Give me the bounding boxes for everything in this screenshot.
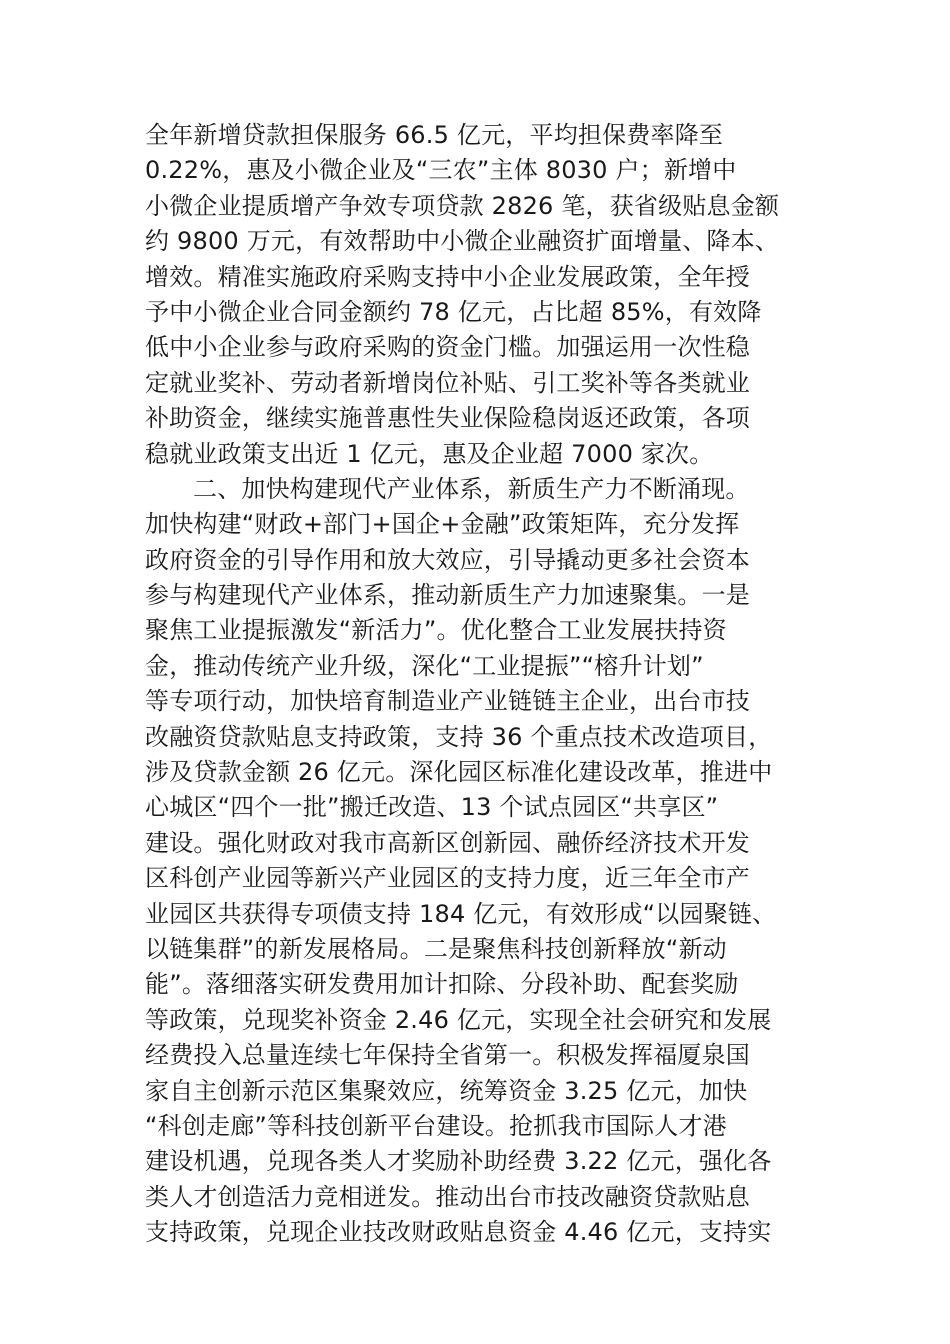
text-line: 加快构建“财政+部门+国企+金融”政策矩阵，充分发挥 (145, 510, 740, 539)
text-line: 建设。强化财政对我市高新区创新园、融侨经济技术开发 (145, 828, 750, 857)
section-heading: 二、加快构建现代产业体系，新质生产力不断涌现。 (193, 474, 750, 503)
text-line: 支持政策，兑现企业技改财政贴息资金 4.46 亿元，支持实 (145, 1218, 772, 1247)
text-line: 区科创产业园等新兴产业园区的支持力度，近三年全市产 (145, 864, 750, 893)
text-line: 全年新增贷款担保服务 66.5 亿元，平均担保费率降至 (145, 121, 724, 149)
text-line: 低中小企业参与政府采购的资金门槛。加强运用一次性稳 (145, 333, 750, 362)
text-line: 约 9800 万元，有效帮助中小微企业融资扩面增量、降本、 (145, 227, 780, 256)
body-text (145, 118, 845, 1251)
text-line: 建设机遇，兑现各类人才奖励补助经费 3.22 亿元，强化各 (145, 1147, 772, 1176)
text-line: 类人才创造活力竞相迸发。推动出台市技改融资贷款贴息 (145, 1182, 750, 1211)
text-line: 增效。精准实施政府采购支持中小企业发展政策，全年授 (145, 262, 750, 291)
text-line: 0.22%，惠及小微企业及“三农”主体 8030 户；新增中 (145, 156, 737, 185)
text-line: 聚焦工业提振激发“新活力”。优化整合工业发展扶持资 (145, 616, 727, 645)
text-line: 补助资金，继续实施普惠性失业保险稳岗返还政策，各项 (145, 404, 750, 433)
text-line: 心城区“四个一批”搬迁改造、13 个试点园区“共享区” (145, 793, 719, 822)
text-line: 稳就业政策支出近 1 亿元，惠及企业超 7000 家次。 (145, 439, 714, 468)
text-line: “科创走廊”等科技创新平台建设。抢抓我市国际人才港 (145, 1111, 727, 1140)
text-line: 小微企业提质增产争效专项贷款 2826 笔，获省级贴息金额 (145, 191, 780, 220)
text-line: 政府资金的引导作用和放大效应，引导撬动更多社会资本 (145, 545, 750, 574)
text-line: 金，推动传统产业升级，深化“工业提振”“榕升计划” (145, 651, 704, 680)
text-line: 等政策，兑现奖补资金 2.46 亿元，实现全社会研究和发展 (145, 1005, 772, 1034)
text-line: 参与构建现代产业体系，推动新质生产力加速聚集。一是 (145, 581, 750, 610)
text-line: 能”。落细落实研发费用加计扣除、分段补助、配套奖励 (145, 970, 739, 999)
text-line: 等专项行动，加快培育制造业产业链链主企业，出台市技 (145, 687, 750, 716)
text-line: 改融资贷款贴息支持政策，支持 36 个重点技术改造项目， (145, 722, 773, 751)
text-line: 涉及贷款金额 26 亿元。深化园区标准化建设改革，推进中 (145, 758, 773, 787)
text-line: 业园区共获得专项债支持 184 亿元，有效形成“以园聚链、 (145, 899, 777, 928)
text-line: 予中小微企业合同金额约 78 亿元，占比超 85%，有效降 (145, 297, 762, 326)
text-line: 定就业奖补、劳动者新增岗位补贴、引工奖补等各类就业 (145, 368, 750, 397)
text-line: 以链集群”的新发展格局。二是聚焦科技创新释放“新动 (145, 934, 727, 963)
text-line: 家自主创新示范区集聚效应，统筹资金 3.25 亿元，加快 (145, 1076, 748, 1105)
text-line: 经费投入总量连续七年保持全省第一。积极发挥福厦泉国 (145, 1041, 750, 1070)
